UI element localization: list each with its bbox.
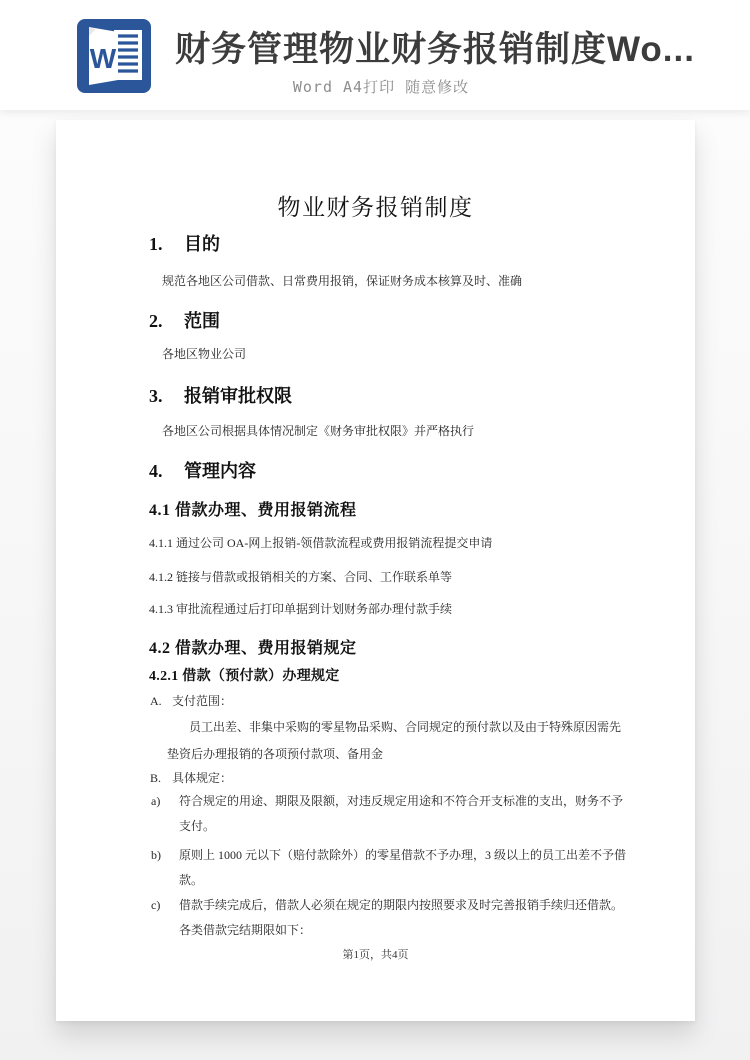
doc-title: 物业财务报销制度: [277, 195, 474, 220]
section-heading-text: 目的: [184, 234, 220, 254]
doc-paragraph: 各地区物业公司: [162, 347, 247, 361]
list-text: 借款手续完成后，借款人必须在规定的期限内按照要求及时完善报销手续归还借款。: [179, 898, 624, 912]
list-item: [151, 848, 626, 863]
section-number: 3.: [149, 386, 163, 406]
doc-paragraph: 各地区公司根据具体情况制定《财务审批权限》并严格执行: [162, 424, 475, 438]
doc-paragraph: 员工出差、非集中采购的零星物品采购、合同规定的预付款以及由于特殊原因需先: [189, 720, 622, 734]
list-text: 具体规定：: [172, 771, 233, 785]
document-page: [56, 120, 695, 1021]
doc-paragraph: 4.1.3 审批流程通过后打印单据到计划财务部办理付款手续: [149, 602, 453, 616]
section-heading-text: 管理内容: [184, 461, 256, 481]
doc-paragraph: 款。: [179, 873, 204, 887]
doc-paragraph: 各类借款完结期限如下：: [179, 923, 312, 937]
template-subtitle: Word A4打印 随意修改: [292, 78, 470, 96]
word-icon: [74, 16, 154, 96]
doc-paragraph: 规范各地区公司借款、日常费用报销，保证财务成本核算及时、准确: [162, 274, 523, 288]
section-heading-approval: [149, 385, 292, 408]
list-marker: A.: [150, 694, 162, 708]
subsection-heading-4-1: 4.1 借款办理、费用报销流程: [149, 502, 357, 519]
list-marker: c): [151, 898, 161, 912]
template-title: 财务管理物业财务报销制度Wo...: [175, 30, 695, 69]
section-number: 2.: [149, 311, 163, 331]
list-marker: B.: [150, 771, 162, 785]
list-item: [150, 694, 232, 709]
list-marker: a): [151, 794, 161, 808]
section-number: 4.: [149, 461, 163, 481]
list-marker: b): [151, 848, 161, 862]
list-text: 原则上 1000 元以下（赔付款除外）的零星借款不予办理，3 级以上的员工出差不予借: [179, 848, 627, 862]
page-number: 第1页，共4页: [342, 949, 409, 961]
section-heading-text: 范围: [184, 311, 220, 331]
preview-header: [0, 0, 750, 110]
word-icon-letter: W: [89, 43, 117, 74]
list-text: 支付范围：: [172, 694, 233, 708]
section-heading-management: [149, 460, 256, 483]
list-item: [150, 771, 232, 786]
doc-paragraph: 支付。: [179, 819, 216, 833]
doc-paragraph: 4.1.1 通过公司 OA-网上报销-领借款流程或费用报销流程提交申请: [149, 536, 493, 550]
doc-paragraph: 垫资后办理报销的各项预付款项、备用金: [167, 747, 384, 761]
section-heading-scope: [149, 310, 220, 333]
doc-paragraph: 4.1.2 链接与借款或报销相关的方案、合同、工作联系单等: [149, 570, 453, 584]
section-heading-text: 报销审批权限: [184, 386, 292, 406]
list-item: [151, 794, 623, 809]
section-number: 1.: [149, 234, 163, 254]
subsection-heading-4-2-1: 4.2.1 借款（预付款）办理规定: [149, 669, 340, 684]
subsection-heading-4-2: 4.2 借款办理、费用报销规定: [149, 640, 357, 657]
section-heading-purpose: [149, 233, 220, 256]
list-item: [151, 898, 623, 913]
list-text: 符合规定的用途、期限及限额，对违反规定用途和不符合开支标准的支出，财务不予: [179, 794, 624, 808]
